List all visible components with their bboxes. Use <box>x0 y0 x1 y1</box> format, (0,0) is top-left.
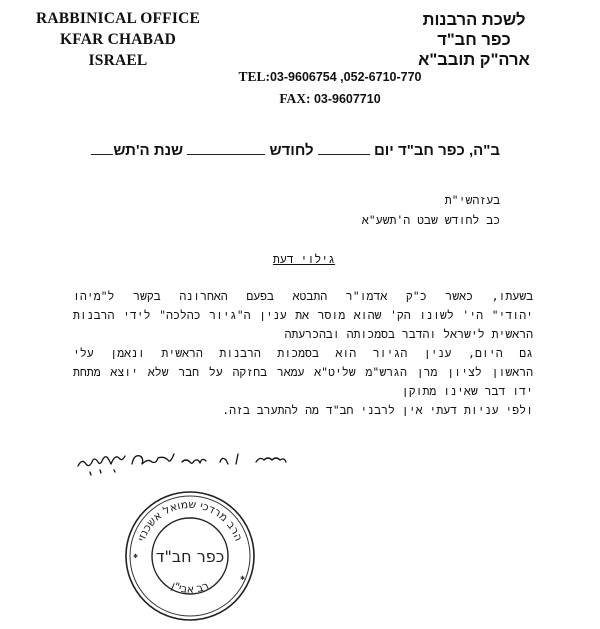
fax-value: 03-9607710 <box>313 92 381 106</box>
greeting <box>362 190 500 230</box>
day-blank <box>318 140 370 155</box>
contact-info <box>205 66 455 110</box>
date-line <box>91 140 500 159</box>
office-name-hebrew: לשכת הרבנות <box>422 11 526 29</box>
telephone-line <box>205 66 455 88</box>
paragraph-3 <box>73 401 533 420</box>
body-line: ידו דבר שאינו מתוקן <box>401 384 533 398</box>
letterhead-english <box>0 8 236 71</box>
month-blank <box>187 140 265 155</box>
paragraph-2 <box>73 344 533 401</box>
stamp-star-icon: ✱ <box>240 575 246 582</box>
year-label: שנת ה'תש <box>113 142 184 159</box>
body-line: הראשית לישראל והדבר בסמכותה ובהכרעתה <box>284 327 533 341</box>
body-line: בשעתו, כאשר כ"ק אדמו"ר התבטא בפעם האחרונה בקשר ל"מיהו <box>73 289 533 303</box>
stamp-outer-top: הרב מרדכי שמואל אשכנזי <box>134 497 246 543</box>
letterhead-hebrew <box>374 10 574 70</box>
body-line: ולפי עניות דעתי אין לרבני חב"ד מה להתערב בזה. <box>222 403 533 417</box>
greeting-blessing: בעזהשי"ת <box>444 193 500 207</box>
handwritten-signature <box>70 440 310 484</box>
fax-label: FAX: <box>279 91 311 106</box>
letter-body <box>73 287 533 420</box>
body-line: גם היום, ענין הגיור הוא בסמכות הרבנות הראשית ונאמן עלי <box>73 346 533 360</box>
tel-value: 03-9606754 ,052-6710-770 <box>269 70 422 84</box>
office-town: KFAR CHABAD <box>59 31 176 48</box>
stamp-star-icon: ✱ <box>133 553 139 560</box>
signature-scribble-icon <box>70 440 310 480</box>
paragraph-1 <box>73 287 533 344</box>
office-country-hebrew: ארה"ק תובב"א <box>418 51 530 69</box>
document-title: גילוי דעת <box>272 252 336 266</box>
stamp-seal-icon <box>120 487 260 625</box>
date-prefix: ב"ה, כפר חב"ד יום <box>373 142 500 159</box>
stamp-center-text: כפר חב"ד <box>155 547 225 566</box>
office-country: ISRAEL <box>88 52 148 69</box>
office-name: RABBINICAL OFFICE <box>35 10 201 27</box>
tel-label: TEL: <box>238 69 270 84</box>
body-line: יהודי" הי' לשונו הק' שהוא מוסר את ענין ה"גיור כהלכה" לידי הרבנות <box>73 308 533 322</box>
month-label: לחודש <box>269 142 314 159</box>
year-blank <box>91 140 113 155</box>
stamp-outer-bottom: רב אבי"ן <box>169 578 211 596</box>
greeting-date: כב לחודש שבט ה'תשע"א <box>361 213 500 227</box>
fax-line <box>205 88 455 110</box>
svg-text:רב אבי"ן <box>169 579 210 596</box>
body-line: הראשון לציון מרן הגרש"מ שליט"א עמאר בחזקה על חבר שלא יוצא מתחת <box>73 365 533 379</box>
office-town-hebrew: כפר חב"ד <box>437 31 511 49</box>
rabbinical-stamp <box>120 487 260 629</box>
